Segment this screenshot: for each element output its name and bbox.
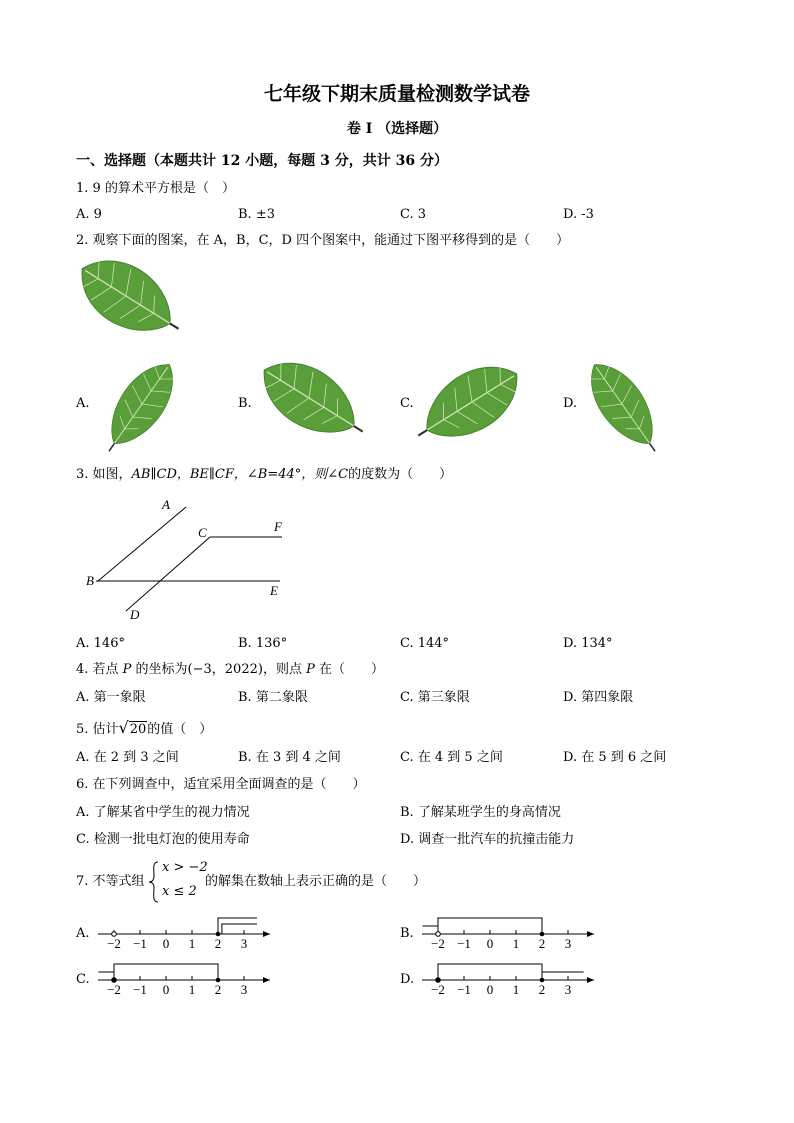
q7-numberline-c [96,958,276,998]
closed-dot [436,978,441,983]
q1-option-b: B. ±3 [238,207,275,222]
axis-arrow [587,931,594,937]
q7-numberline-b [420,912,600,952]
q4-option-d: D. 第四象限 [563,690,634,705]
q7-option-c: C. [76,972,90,987]
q2-leaf-c [418,360,528,440]
q5-option-b: B. 在 3 到 4 之间 [238,750,341,765]
tick-label: −1 [133,982,147,997]
q7-option-d: D. [400,972,415,987]
q4-option-a: A. 第一象限 [76,690,146,705]
solution-ray [222,924,257,934]
tick-label: −2 [107,982,121,997]
q3-option-d: D. 134° [563,636,613,651]
q5-option-d: D. 在 5 到 6 之间 [563,750,667,765]
closed-dot [540,932,545,937]
q2-leaf-b [255,360,365,440]
tick-label: −1 [133,936,147,951]
tick-label: 1 [188,936,196,951]
q3-stem: 3. 如图，AB∥CD，BE∥CF，∠B=44°，则∠C的度数为（ ） [76,467,453,482]
tick-label: 2 [538,936,546,951]
q2-option-d: D. [563,396,578,411]
tick-label: 0 [162,936,170,951]
q7-stem-b: 的解集在数轴上表示正确的是（ ） [205,874,427,889]
q2-original-leaf [74,258,184,338]
closed-dot [540,978,545,983]
q6-option-b: B. 了解某班学生的身高情况 [400,805,561,820]
closed-dot [216,932,221,937]
q7-stem-a: 7. 不等式组 [76,874,145,889]
open-dot [436,932,441,937]
q7-brace [148,860,160,904]
tick-label: 1 [188,982,196,997]
q6-option-c: C. 检测一批电灯泡的使用寿命 [76,832,250,847]
label-f: F [274,519,282,534]
tick-label: 3 [564,982,572,997]
q5-option-c: C. 在 4 到 5 之间 [400,750,503,765]
q7-numberline-d [420,958,600,998]
q6-option-d: D. 调查一批汽车的抗撞击能力 [400,832,575,847]
q7-numberline-a [96,912,276,952]
open-dot [112,932,117,937]
solution-ray [218,918,257,934]
q2-option-a: A. [76,396,90,411]
paper-subtitle: 卷 I （选择题） [346,121,448,137]
tick-label: 1 [512,936,520,951]
tick-label: −2 [107,936,121,951]
tick-label: 3 [240,936,248,951]
tick-label: 3 [564,936,572,951]
axis-arrow [263,977,270,983]
tick-label: 3 [240,982,248,997]
q3-geometry-figure [80,495,290,625]
label-b: B [86,573,94,588]
closed-dot [216,978,221,983]
q6-option-a: A. 了解某省中学生的视力情况 [76,805,250,820]
line-cd [126,537,210,611]
q2-stem: 2. 观察下面的图案，在 A，B，C，D 四个图案中，能通过下图平移得到的是（ ） [76,233,570,248]
page-title: 七年级下期末质量检测数学试卷 [263,83,530,105]
q2-option-c: C. [400,396,414,411]
q4-option-b: B. 第二象限 [238,690,308,705]
q2-leaf-a [96,348,186,454]
label-d: D [130,607,140,622]
q2-option-b: B. [238,396,252,411]
sqrt-radicand: 20 [129,722,147,737]
q5-stem: 5. 估计√20的值（ ） [76,718,213,737]
tick-label: 2 [538,982,546,997]
sqrt-sign: √ [118,718,129,737]
q1-option-c: C. 3 [400,207,427,222]
q7-inequality-2: x ≤ 2 [162,884,197,899]
q7-inequality-1: x > −2 [162,860,208,875]
q4-option-c: C. 第三象限 [400,690,470,705]
q7-option-a: A. [76,926,90,941]
axis-arrow [587,977,594,983]
tick-label: −2 [431,936,445,951]
axis-arrow [263,931,270,937]
q3-option-c: C. 144° [400,636,450,651]
q2-leaf-d [578,348,668,454]
tick-label: 2 [214,936,222,951]
tick-label: 2 [214,982,222,997]
tick-label: 0 [486,936,494,951]
q7-option-b: B. [400,926,414,941]
closed-dot [112,978,117,983]
label-a: A [162,497,170,512]
q5-option-a: A. 在 2 到 3 之间 [76,750,179,765]
q1-stem: 1. 9 的算术平方根是（ ） [76,181,235,196]
tick-label: 0 [162,982,170,997]
tick-label: −1 [457,936,471,951]
section-heading: 一、选择题（本题共计 12 小题，每题 3 分，共计 36 分） [76,153,448,169]
label-c: C [198,525,207,540]
tick-label: 0 [486,982,494,997]
tick-label: −1 [457,982,471,997]
q3-option-a: A. 146° [76,636,125,651]
q6-stem: 6. 在下列调查中，适宜采用全面调查的是（ ） [76,777,366,792]
tick-label: 1 [512,982,520,997]
q1-option-d: D. -3 [563,207,594,222]
label-e: E [270,583,278,598]
q1-option-a: A. 9 [76,207,102,222]
q3-option-b: B. 136° [238,636,288,651]
tick-label: −2 [431,982,445,997]
q4-stem: 4. 若点 P 的坐标为(−3，2022)，则点 P 在（ ） [76,662,384,677]
